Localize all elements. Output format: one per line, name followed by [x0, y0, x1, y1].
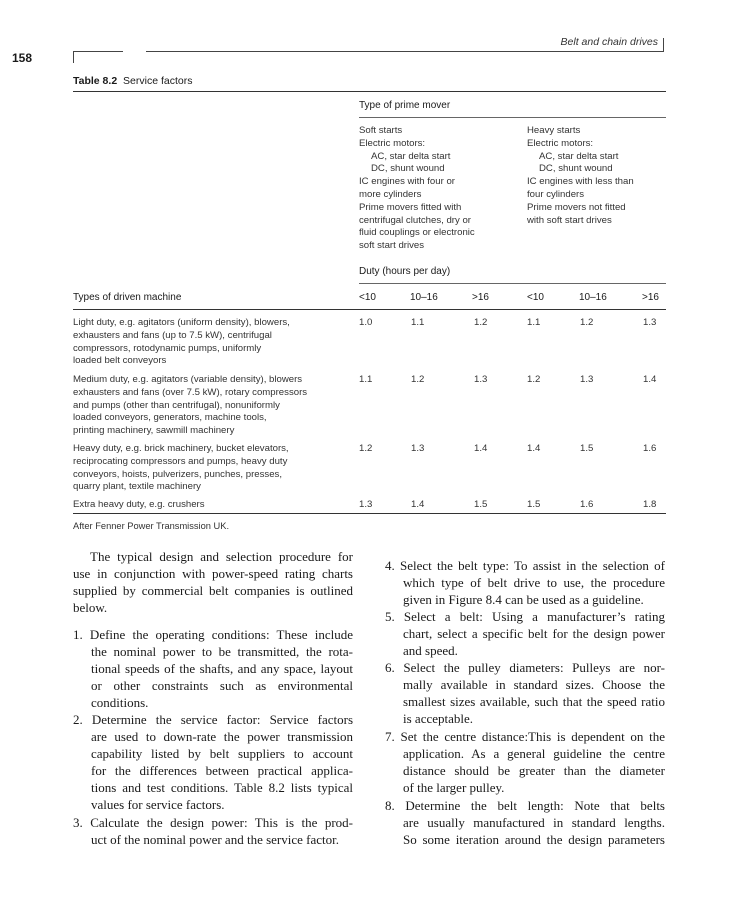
machine-description [73, 499, 343, 512]
column-header-rule [73, 309, 666, 310]
table-number: Table 8.2 [73, 75, 118, 87]
machine-line: loaded belt conveyors [73, 355, 167, 367]
service-factor-value: 1.2 [411, 374, 425, 385]
duty-column-header: <10 [359, 292, 376, 303]
step-line: which type of belt drive to use, the procedure [403, 575, 665, 591]
step-line: 3. Calculate the design power: This is the prod- [73, 815, 353, 830]
table-top-rule [73, 91, 666, 92]
heavy-starts-line: Electric motors: [527, 137, 594, 149]
machine-line: and pumps (other than centrifugal), nonuniformly [73, 399, 280, 411]
soft-starts-line: more cylinders [359, 188, 422, 200]
step-line: uct of the nominal power and the service factor. [91, 832, 339, 848]
machine-line: compressors, rotodynamic pumps, uniformly [73, 342, 262, 354]
step-line: the nominal power to be transmitted, the rota- [91, 644, 353, 660]
service-factor-value: 1.2 [359, 443, 373, 454]
service-factor-value: 1.1 [411, 317, 425, 328]
header-rule-left [73, 51, 123, 52]
service-factor-value: 1.4 [474, 443, 488, 454]
service-factor-value: 1.4 [527, 443, 541, 454]
service-factor-value: 1.1 [527, 317, 541, 328]
heavy-starts-line: DC, shunt wound [539, 163, 613, 175]
machine-line: conveyors, hoists, pulverizers, punches, presses, [73, 468, 283, 480]
machine-description [73, 374, 343, 438]
table-source-note: After Fenner Power Transmission UK. [73, 521, 230, 531]
margin-tick-mark [73, 51, 74, 63]
machine-column-header: Types of driven machine [73, 292, 182, 303]
duty-column-header: <10 [527, 292, 544, 303]
heavy-starts-block [527, 125, 634, 227]
step-line: chart, select a specific belt for the design power [403, 626, 665, 642]
machine-line: Medium duty, e.g. agitators (variable density), blowers [73, 374, 303, 385]
soft-starts-line: fluid couplings or electronic [359, 227, 475, 239]
soft-starts-line: Soft starts [359, 125, 403, 136]
soft-starts-line: AC, star delta start [371, 150, 451, 162]
step-line: 1. Define the operating conditions: These include [73, 627, 353, 642]
prime-mover-rule [359, 117, 666, 118]
service-factor-value: 1.3 [359, 499, 373, 510]
step-line: are usually manufactured in standard lengths. [403, 815, 665, 831]
heavy-starts-line: four cylinders [527, 188, 585, 200]
step-line: or other constraints such as environmental [91, 678, 353, 694]
step-line: and speed. [403, 643, 458, 659]
duty-rule [359, 283, 666, 284]
table-caption [73, 75, 192, 87]
prime-mover-title: Type of prime mover [359, 100, 451, 111]
soft-starts-line: IC engines with four or [359, 176, 455, 188]
step-line: of the larger pulley. [403, 780, 505, 796]
machine-line: loaded conveyors, generators, machine tools, [73, 412, 267, 424]
step-line: mally available in standard sizes. Choose the [403, 677, 665, 693]
soft-starts-line: centrifugal clutches, dry or [359, 214, 471, 226]
machine-line: exhausters and fans (over 7.5 kW), rotary compressors [73, 386, 308, 398]
header-rule-right [146, 51, 664, 52]
machine-line: Extra heavy duty, e.g. crushers [73, 499, 205, 510]
service-factor-value: 1.6 [643, 443, 657, 454]
procedure-step [73, 626, 353, 711]
step-line: 6. Select the pulley diameters: Pulleys are nor- [385, 660, 665, 675]
machine-line: quarry plant, textile machinery [73, 481, 201, 493]
soft-starts-line: Electric motors: [359, 137, 426, 149]
service-factor-value: 1.5 [580, 443, 594, 454]
procedure-step [73, 711, 353, 814]
service-factor-value: 1.2 [474, 317, 488, 328]
step-line: smallest sizes available, such that the speed ratio [403, 694, 665, 710]
service-factor-value: 1.8 [643, 499, 657, 510]
service-factor-value: 1.4 [643, 374, 657, 385]
machine-line: exhausters and fans (up to 7.5 kW), centrifugal [73, 329, 272, 341]
service-factor-value: 1.5 [474, 499, 488, 510]
soft-starts-line: soft start drives [359, 240, 425, 252]
machine-line: Light duty, e.g. agitators (uniform density), blowers, [73, 317, 290, 328]
intro-line: use in conjunction with power-speed rating charts [73, 566, 353, 582]
running-header: Belt and chain drives [560, 36, 658, 48]
service-factor-value: 1.2 [527, 374, 541, 385]
heavy-starts-line: Prime movers not fitted [527, 201, 626, 213]
procedure-step [385, 659, 665, 727]
service-factor-value: 1.1 [359, 374, 373, 385]
page-number: 158 [12, 51, 33, 65]
machine-line: reciprocating compressors and pumps, heavy duty [73, 455, 288, 467]
duty-column-header: >16 [642, 292, 659, 303]
table-bottom-rule [73, 513, 666, 514]
duty-column-header: >16 [472, 292, 489, 303]
service-factor-value: 1.3 [411, 443, 425, 454]
step-line: distance should be greater than the diameter [403, 763, 665, 779]
duty-title: Duty (hours per day) [359, 266, 451, 277]
service-factor-value: 1.4 [411, 499, 425, 510]
step-line: application. As a general guideline the centre [403, 746, 665, 762]
service-factor-value: 1.3 [643, 317, 657, 328]
table-title: Service factors [123, 75, 193, 87]
step-line: So some iteration around the design parameters [403, 832, 665, 848]
heavy-starts-line: IC engines with less than [527, 176, 634, 188]
intro-paragraph [73, 548, 353, 616]
procedure-step [385, 557, 665, 608]
step-line: is acceptable. [403, 711, 474, 727]
header-tick-mark [663, 38, 664, 51]
step-line: are used to down-rate the power transmission [91, 729, 353, 745]
heavy-starts-line: AC, star delta start [539, 150, 619, 162]
step-line: tions and test conditions. Table 8.2 lists typical [91, 780, 353, 796]
machine-description [73, 443, 343, 494]
service-factor-value: 1.3 [580, 374, 594, 385]
service-factor-value: 1.3 [474, 374, 488, 385]
step-line: 7. Set the centre distance:This is dependent on the [385, 729, 665, 744]
procedure-step [73, 814, 353, 848]
heavy-starts-line: with soft start drives [527, 214, 612, 226]
procedure-step [385, 797, 665, 848]
soft-starts-line: Prime movers fitted with [359, 201, 462, 213]
service-factor-value: 1.5 [527, 499, 541, 510]
intro-line: The typical design and selection procedure for [90, 549, 353, 564]
duty-column-header: 10–16 [579, 292, 607, 303]
service-factor-value: 1.2 [580, 317, 594, 328]
intro-line: below. [73, 600, 108, 616]
procedure-step [385, 728, 665, 796]
machine-line: printing machinery, sawmill machinery [73, 425, 235, 437]
step-line: 2. Determine the service factor: Service factors [73, 712, 353, 727]
intro-line: supplied by commercial belt companies is outlined [73, 583, 353, 599]
step-line: 8. Determine the belt length: Note that belts [385, 798, 665, 813]
step-line: for the differences between practical applica- [91, 763, 353, 779]
step-line: values for service factors. [91, 797, 225, 813]
machine-description [73, 317, 343, 368]
heavy-starts-line: Heavy starts [527, 125, 581, 136]
step-line: 4. Select the belt type: To assist in the selection of [385, 558, 665, 573]
step-line: capability listed by belt suppliers to account [91, 746, 353, 762]
service-factor-value: 1.6 [580, 499, 594, 510]
soft-starts-block [359, 125, 475, 253]
service-factor-value: 1.0 [359, 317, 373, 328]
procedure-step [385, 608, 665, 659]
machine-line: Heavy duty, e.g. brick machinery, bucket elevators, [73, 443, 289, 454]
step-line: tional speeds of the shafts, and any space, layout [91, 661, 353, 677]
step-line: given in Figure 8.4 can be used as a guideline. [403, 592, 644, 608]
step-line: conditions. [91, 695, 149, 711]
soft-starts-line: DC, shunt wound [371, 163, 445, 175]
step-line: 5. Select a belt: Using a manufacturer’s rating [385, 609, 665, 624]
duty-column-header: 10–16 [410, 292, 438, 303]
